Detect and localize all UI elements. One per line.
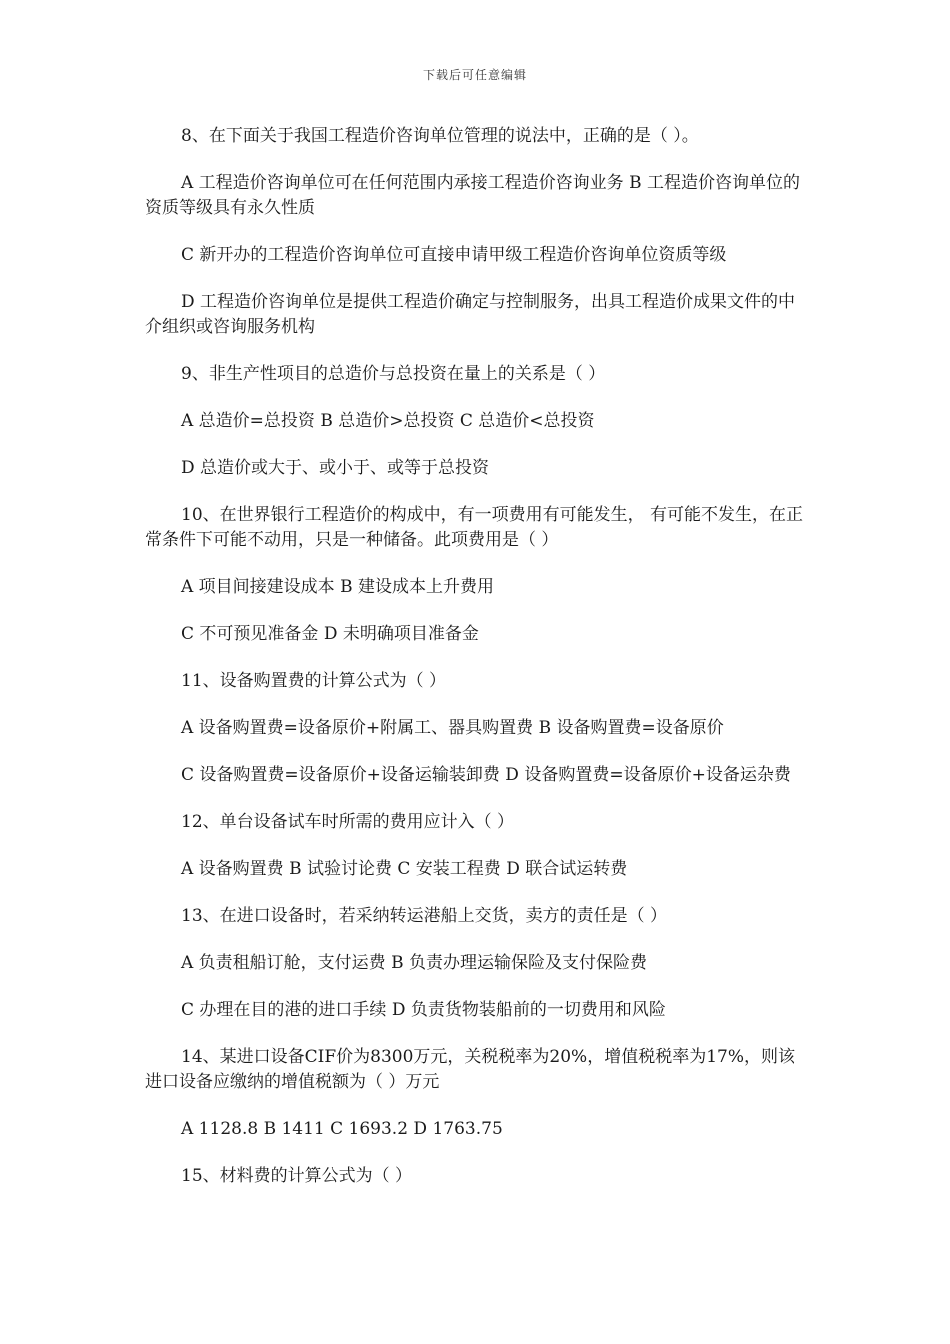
question-13-options-cd: C 办理在目的港的进口手续 D 负责货物装船前的一切费用和风险 bbox=[181, 1000, 666, 1020]
document-body bbox=[145, 124, 810, 1211]
question-8-option-d: D 工程造价咨询单位是提供工程造价确定与控制服务，出具工程造价成果文件的中介组织或咨询服务机构 bbox=[145, 292, 796, 337]
question-9: 9、非生产性项目的总造价与总投资在量上的关系是（ ） bbox=[181, 364, 606, 384]
question-9-options-abc: A 总造价=总投资 B 总造价>总投资 C 总造价<总投资 bbox=[181, 411, 595, 431]
question-13-options-ab: A 负责租船订舱，支付运费 B 负责办理运输保险及支付保险费 bbox=[181, 953, 647, 973]
question-15: 15、材料费的计算公式为（ ） bbox=[181, 1166, 413, 1186]
question-10-options-ab: A 项目间接建设成本 B 建设成本上升费用 bbox=[181, 577, 494, 597]
question-14-options: A 1128.8 B 1411 C 1693.2 D 1763.75 bbox=[181, 1119, 503, 1139]
page-header: 下载后可任意编辑 bbox=[422, 68, 527, 82]
question-8-option-c: C 新开办的工程造价咨询单位可直接申请甲级工程造价咨询单位资质等级 bbox=[181, 245, 727, 265]
question-13: 13、在进口设备时，若采纳转运港船上交货，卖方的责任是（ ） bbox=[181, 906, 668, 926]
question-10-options-cd: C 不可预见准备金 D 未明确项目准备金 bbox=[181, 624, 479, 644]
question-11: 11、设备购置费的计算公式为（ ） bbox=[181, 671, 447, 691]
question-11-options-cd: C 设备购置费=设备原价+设备运输装卸费 D 设备购置费=设备原价+设备运杂费 bbox=[181, 765, 791, 785]
question-9-option-d: D 总造价或大于、或小于、或等于总投资 bbox=[181, 458, 490, 478]
question-12-options: A 设备购置费 B 试验讨论费 C 安装工程费 D 联合试运转费 bbox=[181, 859, 628, 879]
question-10: 10、在世界银行工程造价的构成中，有一项费用有可能发生， 有可能不发生，在正常条件下可能不动用，只是一种储备。此项费用是（ ） bbox=[145, 505, 804, 550]
question-11-options-ab: A 设备购置费=设备原价+附属工、器具购置费 B 设备购置费=设备原价 bbox=[181, 718, 724, 738]
question-14: 14、某进口设备CIF价为8300万元，关税税率为20%，增值税税率为17%，则该进口设备应缴纳的增值税额为（ ）万元 bbox=[145, 1047, 795, 1092]
question-12: 12、单台设备试车时所需的费用应计入（ ） bbox=[181, 812, 515, 832]
question-8-options-ab: A 工程造价咨询单位可在任何范围内承接工程造价咨询业务 B 工程造价咨询单位的资质等级具有永久性质 bbox=[145, 173, 800, 218]
question-8: 8、在下面关于我国工程造价咨询单位管理的说法中，正确的是（ ）。 bbox=[181, 126, 699, 146]
